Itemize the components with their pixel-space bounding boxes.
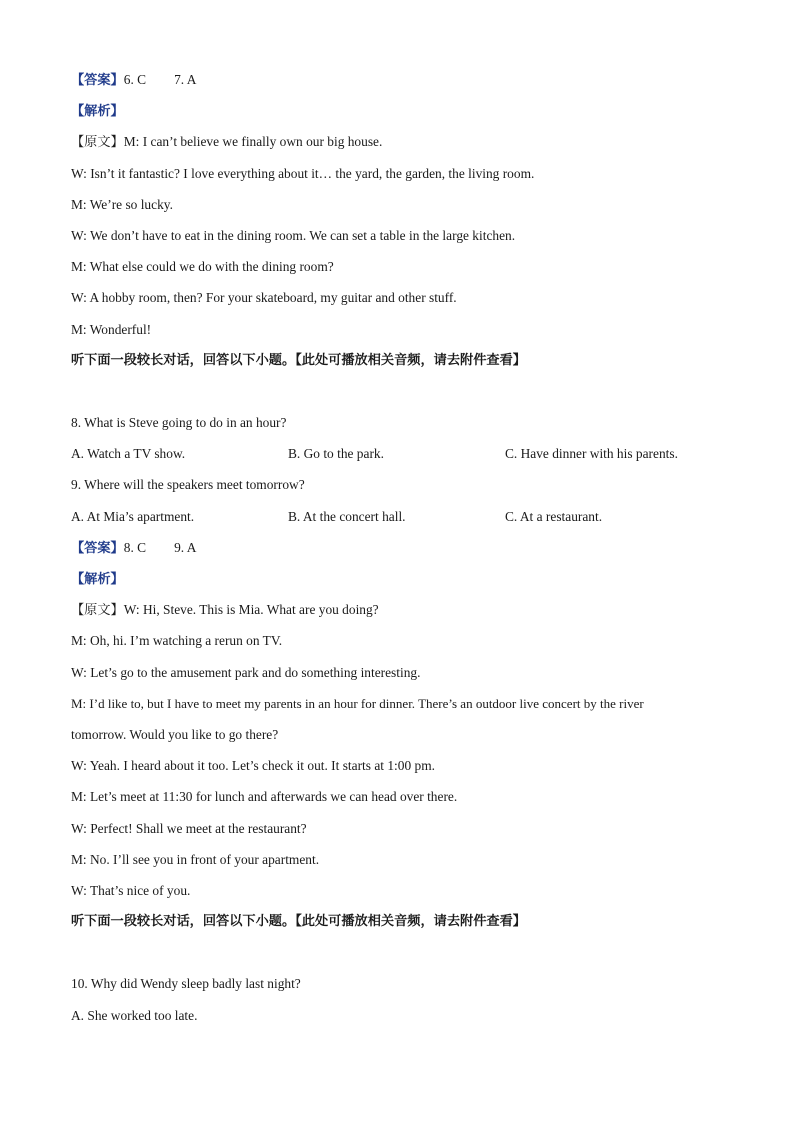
answer-label: 【答案】 [71, 540, 124, 556]
analysis-line-1 [71, 95, 731, 126]
option-a: A. Watch a TV show. [71, 446, 186, 462]
answer-9: 9. A [174, 539, 197, 555]
transcript-line: W: Isn’t it fantastic? I love everything about it… the yard, the garden, the living room. [71, 165, 535, 181]
option-a: A. At Mia’s apartment. [71, 508, 195, 524]
transcript-line: M: I’d like to, but I have to meet my parents in an hour for dinner. There’s an outdoor live concert by the river [71, 695, 644, 711]
answer-line-6-7 [71, 64, 731, 95]
transcript-label: 【原文】 [71, 603, 124, 619]
question-9-options [71, 501, 731, 532]
analysis-line-2 [71, 563, 731, 594]
transcript-line: W: That’s nice of you. [71, 882, 191, 898]
listening-instruction: 听下面一段较长对话，回答以下小题。【此处可播放相关音频，请去附件查看】 [71, 352, 526, 368]
transcript-line: W: Yeah. I heard about it too. Let’s check it out. It starts at 1:00 pm. [71, 758, 435, 774]
spacer [71, 937, 731, 968]
transcript-line: W: We don’t have to eat in the dining room. We can set a table in the large kitchen. [71, 227, 516, 243]
answer-label: 【答案】 [71, 73, 124, 88]
question-9: 9. Where will the speakers meet tomorrow? [71, 477, 305, 493]
answer-line-8-9 [71, 532, 731, 563]
answer-8: 8. C [123, 539, 147, 555]
transcript-line: M: No. I’ll see you in front of your apartment. [71, 851, 320, 867]
transcript-line: W: A hobby room, then? For your skateboard, my guitar and other stuff. [71, 290, 457, 306]
transcript-line: W: Let’s go to the amusement park and do something interesting. [71, 664, 421, 680]
question-8-options [71, 438, 731, 469]
transcript-line: M: Oh, hi. I’m watching a rerun on TV. [71, 633, 283, 649]
analysis-label: 【解析】 [71, 572, 124, 588]
transcript-line [71, 126, 731, 157]
transcript-line: M: Wonderful! [71, 321, 152, 337]
question-10: 10. Why did Wendy sleep badly last night? [71, 976, 301, 992]
answer-6: 6. C [123, 72, 147, 87]
question-8: 8. What is Steve going to do in an hour? [71, 415, 287, 431]
document-page [71, 64, 731, 1031]
option-c: C. At a restaurant. [505, 508, 603, 524]
listening-instruction: 听下面一段较长对话，回答以下小题。【此处可播放相关音频，请去附件查看】 [71, 914, 526, 930]
transcript-label: 【原文】 [71, 135, 124, 151]
transcript-line [71, 594, 731, 625]
analysis-label: 【解析】 [71, 104, 124, 120]
option-b: B. At the concert hall. [288, 508, 406, 524]
transcript-line: M: We’re so lucky. [71, 196, 173, 212]
option-c: C. Have dinner with his parents. [505, 446, 678, 462]
transcript-text: M: I can’t believe we finally own our big house. [123, 134, 383, 150]
transcript-line: M: Let’s meet at 11:30 for lunch and afterwards we can head over there. [71, 789, 458, 805]
transcript-line: tomorrow. Would you like to go there? [71, 726, 279, 742]
option-a: A. She worked too late. [71, 1007, 198, 1023]
transcript-line: M: What else could we do with the dining room? [71, 259, 334, 275]
spacer [71, 376, 731, 407]
answer-7: 7. A [174, 72, 197, 87]
transcript-line: W: Perfect! Shall we meet at the restaurant? [71, 820, 307, 836]
option-b: B. Go to the park. [288, 446, 384, 462]
transcript-text: W: Hi, Steve. This is Mia. What are you doing? [123, 602, 379, 618]
